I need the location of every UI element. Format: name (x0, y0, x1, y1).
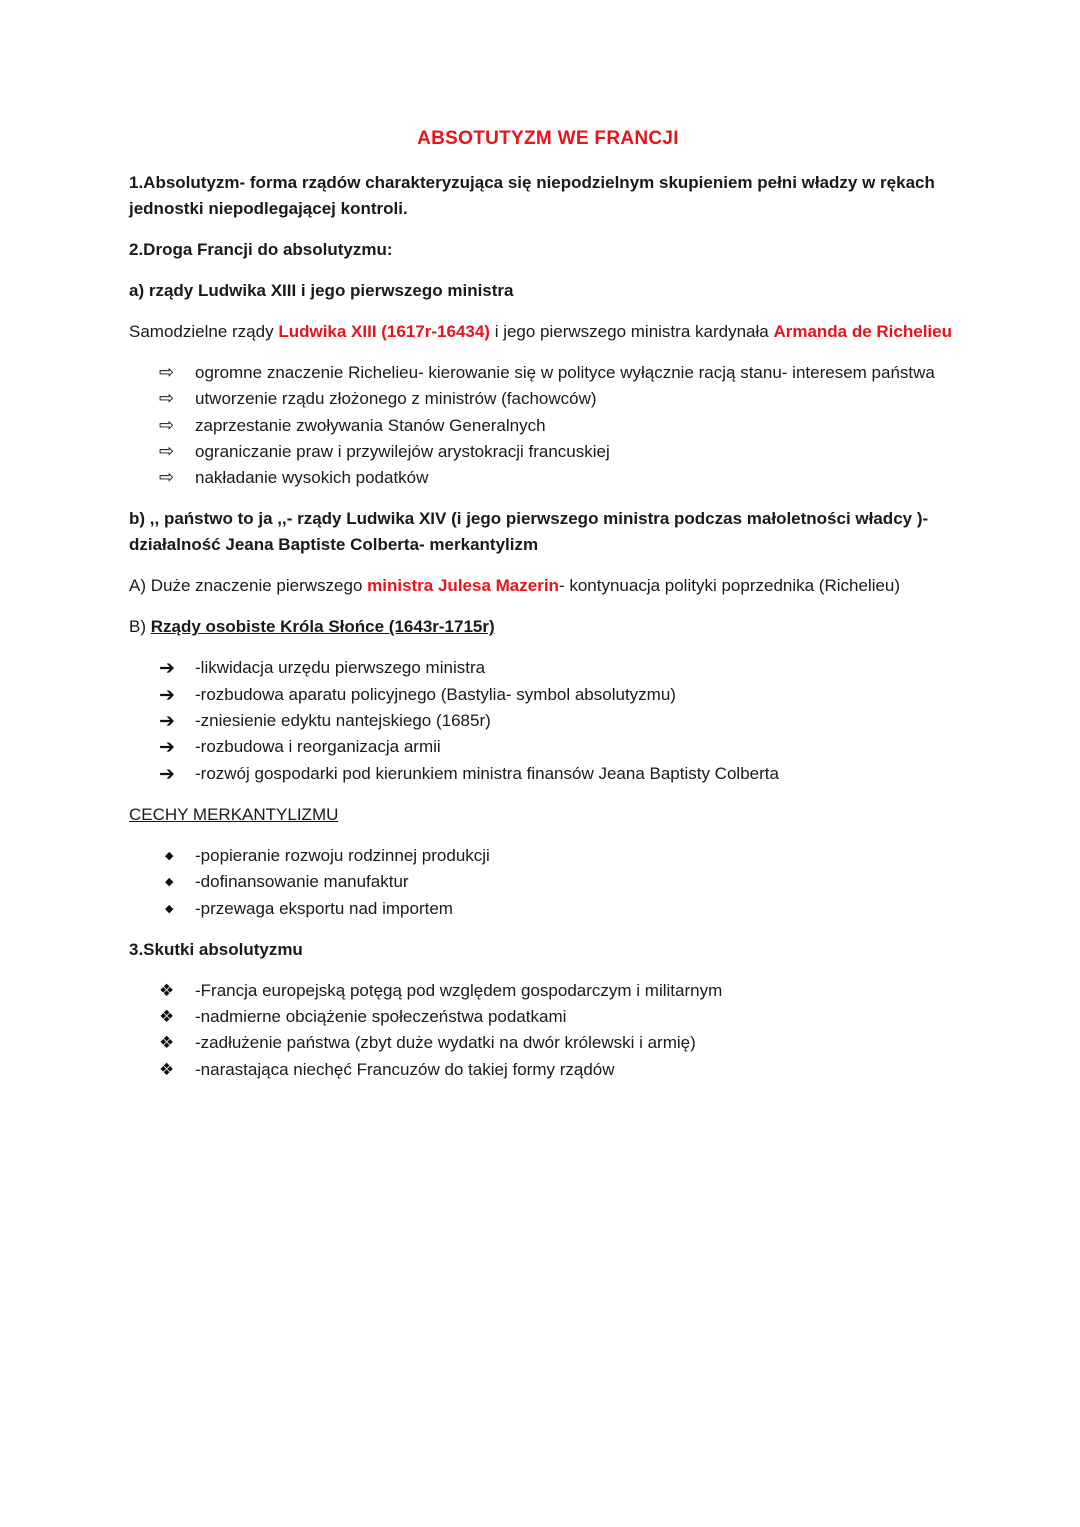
diamond-bullet-icon: ◆ (165, 875, 174, 889)
highlight-louis-xiii: Ludwika XIII (1617r-16434) (278, 322, 490, 341)
louis-xiii-paragraph (129, 319, 959, 345)
arrow-right-outline-icon: ⇨ (159, 440, 175, 462)
list-item: ❖ -zadłużenie państwa (zbyt duże wydatki na dwór królewski i armię) (159, 1030, 959, 1056)
list-item: ◆ -popieranie rozwoju rodzinnej produkcji (159, 843, 959, 869)
diamond-bullet-icon: ◆ (165, 848, 174, 862)
four-diamond-bullet-icon: ❖ (159, 980, 175, 1001)
list-item: ⇨ ograniczanie praw i przywilejów arystokracji francuskiej (159, 439, 959, 465)
mercantilism-heading: CECHY MERKANTYLIZMU (129, 804, 339, 824)
arrow-right-icon: ➔ (159, 710, 175, 733)
section-2-heading: 2.Droga Francji do absolutyzmu: (129, 240, 393, 259)
arrow-right-icon: ➔ (159, 762, 175, 785)
document-title: ABSOTUTYZM WE FRANCJI (417, 128, 679, 149)
list-item: ➔ -likwidacja urzędu pierwszego ministra (159, 655, 959, 681)
effects-list (129, 978, 959, 1083)
arrow-right-icon: ➔ (159, 683, 175, 706)
richelieu-policies-list (129, 360, 959, 491)
arrow-right-outline-icon: ⇨ (159, 362, 175, 383)
arrow-right-outline-icon: ⇨ (159, 388, 175, 410)
mercantilism-features-list (129, 843, 959, 922)
four-diamond-bullet-icon: ❖ (159, 1007, 175, 1028)
list-item: ❖ -narastająca niechęć Francuzów do takiej formy rządów (159, 1057, 959, 1083)
list-item: ⇨ zaprzestanie zwoływania Stanów Generalnych (159, 413, 959, 439)
list-item: ⇨ nakładanie wysokich podatków (159, 465, 959, 491)
sun-king-reforms-list (129, 655, 959, 786)
sun-king-paragraph (129, 614, 959, 640)
four-diamond-bullet-icon: ❖ (159, 1033, 175, 1054)
list-item: ◆ -dofinansowanie manufaktur (159, 869, 959, 895)
diamond-bullet-icon: ◆ (165, 901, 174, 915)
list-item: ❖ -Francja europejską potęgą pod względem gospodarczym i militarnym (159, 978, 959, 1004)
highlight-richelieu: Armanda de Richelieu (773, 322, 952, 341)
text-segment: B) (129, 617, 151, 637)
subsection-a-heading: a) rządy Ludwika XIII i jego pierwszego ministra (129, 281, 514, 300)
arrow-right-outline-icon: ⇨ (159, 467, 175, 489)
text-segment: i jego pierwszego ministra kardynała (489, 322, 774, 341)
four-diamond-bullet-icon: ❖ (159, 1059, 175, 1080)
arrow-right-outline-icon: ⇨ (159, 414, 175, 436)
highlight-mazarin: ministra Julesa Mazerin (367, 576, 559, 596)
text-segment: A) Duże znaczenie pierwszego (129, 576, 368, 596)
text-segment: - kontynuacja polityki poprzednika (Richelieu) (558, 576, 901, 596)
list-item: ➔ -rozbudowa aparatu policyjnego (Bastylia- symbol absolutyzmu) (159, 682, 959, 708)
list-item: ⇨ ogromne znaczenie Richelieu- kierowanie się w polityce wyłącznie racją stanu- interesem państwa (159, 360, 959, 386)
text-segment: Samodzielne rządy (129, 322, 279, 341)
sun-king-heading: Rządy osobiste Króla Słońce (1643r-1715r) (150, 617, 495, 637)
subsection-b-heading: b) ,, państwo to ja ,,- rządy Ludwika XIV (i jego pierwszego ministra podczas małoletności władcy )- działalność Jeana Baptiste Colberta- merkantylizm (129, 509, 929, 555)
list-item: ❖ -nadmierne obciążenie społeczeństwa podatkami (159, 1004, 959, 1030)
list-item: ➔ -rozwój gospodarki pod kierunkiem ministra finansów Jeana Baptisty Colberta (159, 761, 959, 787)
list-item: ⇨ utworzenie rządu złożonego z ministrów (fachowców) (159, 386, 959, 412)
list-item: ➔ -zniesienie edyktu nantejskiego (1685r) (159, 708, 959, 734)
list-item: ◆ -przewaga eksportu nad importem (159, 896, 959, 922)
arrow-right-icon: ➔ (159, 736, 175, 759)
document-page (129, 128, 959, 1098)
list-item: ➔ -rozbudowa i reorganizacja armii (159, 734, 959, 760)
section-3-heading: 3.Skutki absolutyzmu (129, 939, 303, 959)
mazarin-paragraph (129, 573, 959, 599)
arrow-right-icon: ➔ (159, 657, 175, 680)
definition-paragraph: 1.Absolutyzm- forma rządów charakteryzująca się niepodzielnym skupieniem pełni władzy w rękach jednostki niepodlegającej kontroli. (129, 173, 935, 218)
